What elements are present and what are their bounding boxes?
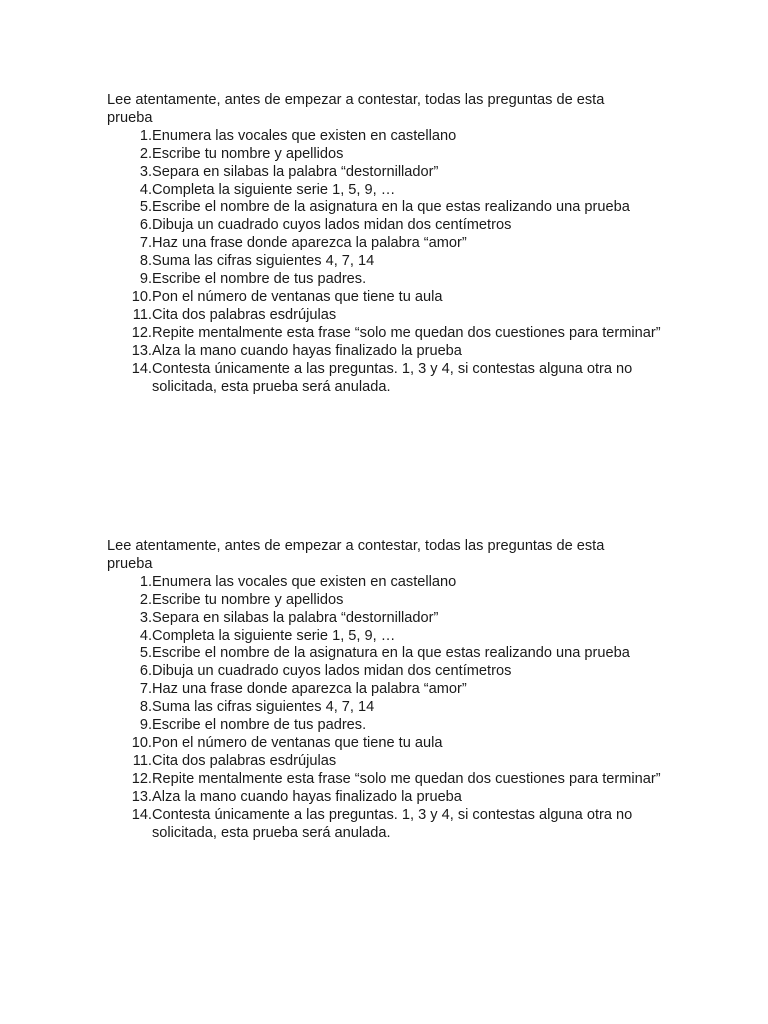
- question-number: 1.: [139, 127, 152, 144]
- question-text: Escribe tu nombre y apellidos: [152, 591, 344, 608]
- question-number: 5.: [139, 199, 152, 216]
- question-number: 6.: [139, 663, 152, 680]
- question-number: 2.: [139, 591, 152, 608]
- question-item: [107, 610, 667, 628]
- question-text: Alza la mano cuando hayas finalizado la prueba: [152, 342, 462, 359]
- question-text: Escribe el nombre de la asignatura en la que estas realizando una prueba: [152, 645, 630, 662]
- question-number: 13.: [131, 788, 152, 805]
- question-item: [107, 645, 667, 663]
- question-list: [107, 574, 667, 843]
- question-text: Haz una frase donde aparezca la palabra “amor”: [152, 681, 467, 698]
- question-text: Pon el número de ventanas que tiene tu aula: [152, 288, 443, 305]
- question-item: [107, 307, 667, 325]
- exam-block-1: [107, 92, 667, 396]
- question-text: Escribe el nombre de tus padres.: [152, 717, 367, 734]
- question-item: [107, 253, 667, 271]
- question-item: [107, 128, 667, 146]
- question-item: [107, 628, 667, 646]
- question-text: Separa en silabas la palabra “destornillador”: [152, 609, 439, 626]
- question-item: [107, 217, 667, 235]
- question-item: [107, 146, 667, 164]
- question-item: [107, 182, 667, 200]
- question-number: 8.: [139, 699, 152, 716]
- question-text: Suma las cifras siguientes 4, 7, 14: [152, 699, 375, 716]
- question-text: Escribe tu nombre y apellidos: [152, 145, 344, 162]
- question-item: [107, 789, 667, 807]
- question-text: Dibuja un cuadrado cuyos lados midan dos centímetros: [152, 217, 512, 234]
- question-text: Completa la siguiente serie 1, 5, 9, …: [152, 627, 396, 644]
- question-number: 14.: [131, 360, 152, 377]
- question-text: Cita dos palabras esdrújulas: [152, 752, 337, 769]
- question-text: Pon el número de ventanas que tiene tu aula: [152, 734, 443, 751]
- question-text: Cita dos palabras esdrújulas: [152, 306, 337, 323]
- question-item: [107, 361, 667, 397]
- instructions-text: Lee atentamente, antes de empezar a contestar, todas las preguntas de esta prueba: [107, 538, 605, 572]
- question-item: [107, 735, 667, 753]
- question-text: Dibuja un cuadrado cuyos lados midan dos centímetros: [152, 663, 512, 680]
- question-item: [107, 592, 667, 610]
- question-list: [107, 128, 667, 397]
- question-item: [107, 717, 667, 735]
- question-item: [107, 771, 667, 789]
- question-number: 9.: [139, 717, 152, 734]
- question-text: Escribe el nombre de la asignatura en la que estas realizando una prueba: [152, 199, 630, 216]
- question-item: [107, 574, 667, 592]
- question-number: 1.: [139, 573, 152, 590]
- question-item: [107, 235, 667, 253]
- question-number: 11.: [132, 306, 152, 323]
- question-item: [107, 681, 667, 699]
- question-number: 6.: [139, 217, 152, 234]
- question-number: 12.: [131, 324, 152, 341]
- question-number: 3.: [139, 163, 152, 180]
- question-text: Completa la siguiente serie 1, 5, 9, …: [152, 181, 396, 198]
- instructions-text: Lee atentamente, antes de empezar a contestar, todas las preguntas de esta prueba: [107, 92, 605, 126]
- exam-block-2: [107, 538, 667, 842]
- question-text: Suma las cifras siguientes 4, 7, 14: [152, 253, 375, 270]
- question-number: 14.: [131, 806, 152, 823]
- question-item: [107, 164, 667, 182]
- question-number: 13.: [131, 342, 152, 359]
- question-item: [107, 199, 667, 217]
- question-item: [107, 343, 667, 361]
- question-number: 10.: [131, 734, 152, 751]
- question-text: Separa en silabas la palabra “destornillador”: [152, 163, 439, 180]
- question-text: Enumera las vocales que existen en castellano: [152, 127, 457, 144]
- question-number: 12.: [131, 770, 152, 787]
- question-text: Contesta únicamente a las preguntas. 1, 3 y 4, si contestas alguna otra no solicitada, esta prueba será anulada.: [152, 360, 633, 395]
- question-item: [107, 699, 667, 717]
- question-item: [107, 753, 667, 771]
- question-number: 4.: [139, 181, 152, 198]
- question-number: 3.: [139, 609, 152, 626]
- question-text: Enumera las vocales que existen en castellano: [152, 573, 457, 590]
- question-item: [107, 271, 667, 289]
- question-item: [107, 663, 667, 681]
- question-text: Repite mentalmente esta frase “solo me quedan dos cuestiones para terminar”: [152, 324, 661, 341]
- question-number: 8.: [139, 253, 152, 270]
- question-number: 10.: [131, 288, 152, 305]
- question-item: [107, 289, 667, 307]
- question-number: 5.: [139, 645, 152, 662]
- question-item: [107, 807, 667, 843]
- question-number: 7.: [139, 235, 152, 252]
- question-number: 7.: [139, 681, 152, 698]
- question-text: Alza la mano cuando hayas finalizado la prueba: [152, 788, 462, 805]
- question-text: Escribe el nombre de tus padres.: [152, 271, 367, 288]
- question-number: 11.: [132, 752, 152, 769]
- question-text: Haz una frase donde aparezca la palabra “amor”: [152, 235, 467, 252]
- question-text: Contesta únicamente a las preguntas. 1, 3 y 4, si contestas alguna otra no solicitada, esta prueba será anulada.: [152, 806, 633, 841]
- question-text: Repite mentalmente esta frase “solo me quedan dos cuestiones para terminar”: [152, 770, 661, 787]
- question-number: 9.: [139, 271, 152, 288]
- question-number: 4.: [139, 627, 152, 644]
- question-item: [107, 325, 667, 343]
- question-number: 2.: [139, 145, 152, 162]
